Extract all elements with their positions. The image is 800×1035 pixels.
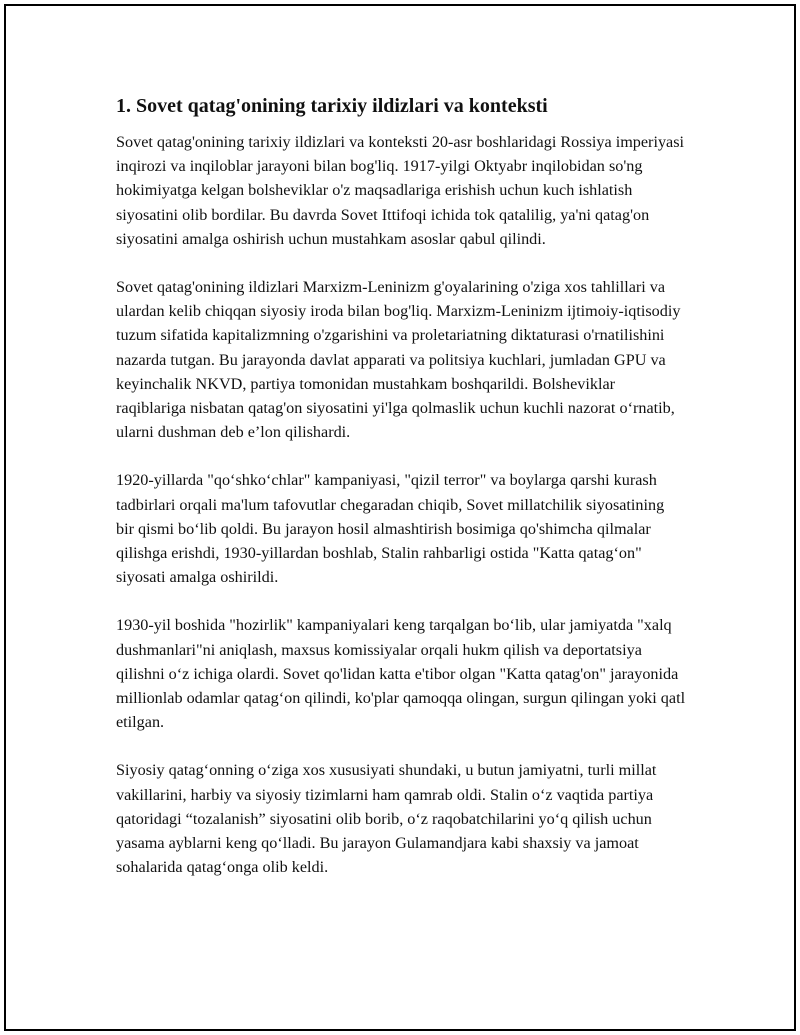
document-body [116,93,686,903]
section-heading: 1. Sovet qatag'onining tarixiy ildizlari va konteksti [116,95,548,117]
paragraph-5: Siyosiy qatag‘onning o‘ziga xos xususiyati shundaki, u butun jamiyatni, turli millat vakillarini, harbiy va siyosiy tizimlarni ham qamrab oldi. Stalin o‘z vaqtida partiya qatoridagi “tozalanish” siyosatini olib borib, o‘z raqobatchilarini yo‘q qilish uchun yasama ayblarni keng qo‘lladi. Bu jarayon Gulamandjara kabi shaxsiy va jamoat sohalarida qatag‘onga olib keldi. [116,761,657,877]
paragraph-1: Sovet qatag'onining tarixiy ildizlari va konteksti 20-asr boshlaridagi Rossiya imperiyasi inqirozi va inqiloblar jarayoni bilan bog'liq. 1917-yilgi Oktyabr inqilobidan so'ng hokimiyatga kelgan bolsheviklar o'z maqsadlariga erishish uchun kuch ishlatish siyosatini olib bordilar. Bu davrda Sovet Ittifoqi ichida tok qatalilig, ya'ni qatag'on siyosatini amalga oshirish uchun mustahkam asoslar qabul qilindi. [116,133,685,248]
paragraph-2: Sovet qatag'onining ildizlari Marxizm-Leninizm g'oyalarining o'ziga xos tahlillari va ulardan kelib chiqqan siyosiy iroda bilan bog'liq. Marxizm-Leninizm ijtimoiy-iqtisodiy tuzum sifatida kapitalizmning o'zgarishini va proletariatning diktaturasi o'rnatilishini nazarda tutgan. Bu jarayonda davlat apparati va politsiya kuchlari, jumladan GPU va keyinchalik NKVD, partiya tomonidan mustahkam boshqarildi. Bolsheviklar raqiblariga nisbatan qatag'on siyosatini yi'lga qolmaslik uchun kuchli nazorat o‘rnatib, ularni dushman deb e’lon qilishardi. [116,278,681,442]
paragraph-3: 1920-yillarda "qo‘shko‘chlar" kampaniyasi, "qizil terror" va boylarga qarshi kurash tadbirlari orqali ma'lum tafovutlar chegaradan chiqib, Sovet millatchilik siyosatining bir qismi bo‘lib qoldi. Bu jarayon hosil almashtirish bosimiga qo'shimcha qilmalar qilishga erishdi, 1930-yillardan boshlab, Stalin rahbarligi ostida "Katta qatag‘on" siyosati amalga oshirildi. [116,471,665,587]
paragraph-4: 1930-yil boshida "hozirlik" kampaniyalari keng tarqalgan bo‘lib, ular jamiyatda "xalq dushmanlari"ni aniqlash, maxsus komissiyalar orqali hukm qilish va deportatsiya qilishni o‘z ichiga olardi. Sovet qo'lidan katta e'tibor olgan "Katta qatag'on" jarayonida millionlab odamlar qatag‘on qilindi, ko'plar qamoqqa olingan, surgun qilingan yoki qatl etilgan. [116,616,686,732]
